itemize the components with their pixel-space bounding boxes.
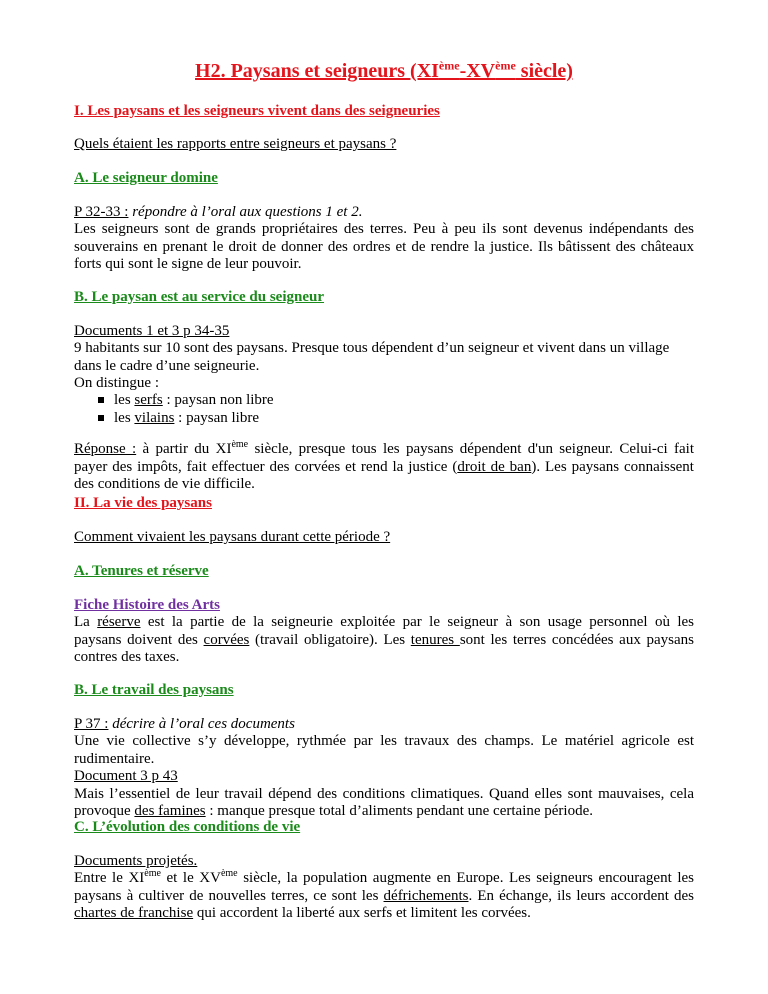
- list-item-serfs: les serfs : paysan non libre: [98, 392, 274, 409]
- subsection-2a-paragraph: La réserve est la partie de la seigneurie exploitée par le seigneur à son usage personnel où les paysans doivent des corvées (travail obligatoire). Les tenures sont les terres concédées aux paysans contres des taxes.: [74, 614, 694, 665]
- list-item-vilains: les vilains : paysan libre: [98, 410, 259, 427]
- section-1-heading: I. Les paysans et les seigneurs vivent dans des seigneuries: [74, 103, 440, 119]
- answer-paragraph: Réponse : à partir du XIème siècle, presque tous les paysans dépendent d'un seigneur. Celui-ci fait payer des impôts, fait effectuer des corvées et rend la justice (droit de ban). Les paysans connaissent des conditions de vie difficile.: [74, 439, 694, 492]
- subsection-1b-heading: B. Le paysan est au service du seigneur: [74, 289, 325, 305]
- subsection-1b-paragraph: 9 habitants sur 10 sont des paysans. Presque tous dépendent d’un seigneur et vivent dans un village dans le cadre d’une seigneurie. On distingue :: [74, 340, 670, 391]
- subsection-2c-reference: Documents projetés.: [74, 853, 198, 869]
- square-bullet-icon: [98, 397, 104, 403]
- subsection-1b-reference: Documents 1 et 3 p 34-35: [74, 323, 230, 339]
- subsection-2a-heading: A. Tenures et réserve: [74, 563, 209, 579]
- subsection-2c-paragraph: Entre le XIème et le XVème siècle, la population augmente en Europe. Les seigneurs encouragent les paysans à cultiver de nouvelles terres, ce sont les défrichements. En échange, ils leurs accordent des chartes de franchise qui accordent la liberté aux serfs et limitent les corvées.: [74, 868, 694, 921]
- subsection-2b-paragraph: Une vie collective s’y développe, rythmée par les travaux des champs. Le matériel agricole est rudimentaire. Document 3 p 43 Mais l’essentiel de leur travail dépend des conditions climatiques. Quand elles sont mauvaises, cela provoque des famines : manque presque total d’aliments pendant une certaine période.: [74, 733, 694, 819]
- subsection-2c-heading: C. L’évolution des conditions de vie: [74, 819, 301, 835]
- subsection-1a-reference: P 32-33 : répondre à l’oral aux questions 1 et 2.: [74, 204, 363, 220]
- subsection-1a-paragraph: Les seigneurs sont de grands propriétaires des terres. Peu à peu ils sont devenus indépendants des souverains en prenant le droit de donner des ordres et de rendre la justice. Ils bâtissent des châteaux forts qui sont le signe de leur pouvoir.: [74, 221, 694, 272]
- subsection-2b-heading: B. Le travail des paysans: [74, 682, 234, 698]
- subsection-2b-reference: P 37 : décrire à l’oral ces documents: [74, 716, 295, 732]
- document-title: H2. Paysans et seigneurs (XIème-XVème siècle): [195, 58, 573, 82]
- section-2-heading: II. La vie des paysans: [74, 495, 212, 511]
- section-1-question: Quels étaient les rapports entre seigneurs et paysans ?: [74, 136, 397, 152]
- fiche-histoire-arts-link[interactable]: Fiche Histoire des Arts: [74, 597, 220, 613]
- square-bullet-icon: [98, 415, 104, 421]
- section-2-question: Comment vivaient les paysans durant cette période ?: [74, 529, 391, 545]
- subsection-1a-heading: A. Le seigneur domine: [74, 170, 218, 186]
